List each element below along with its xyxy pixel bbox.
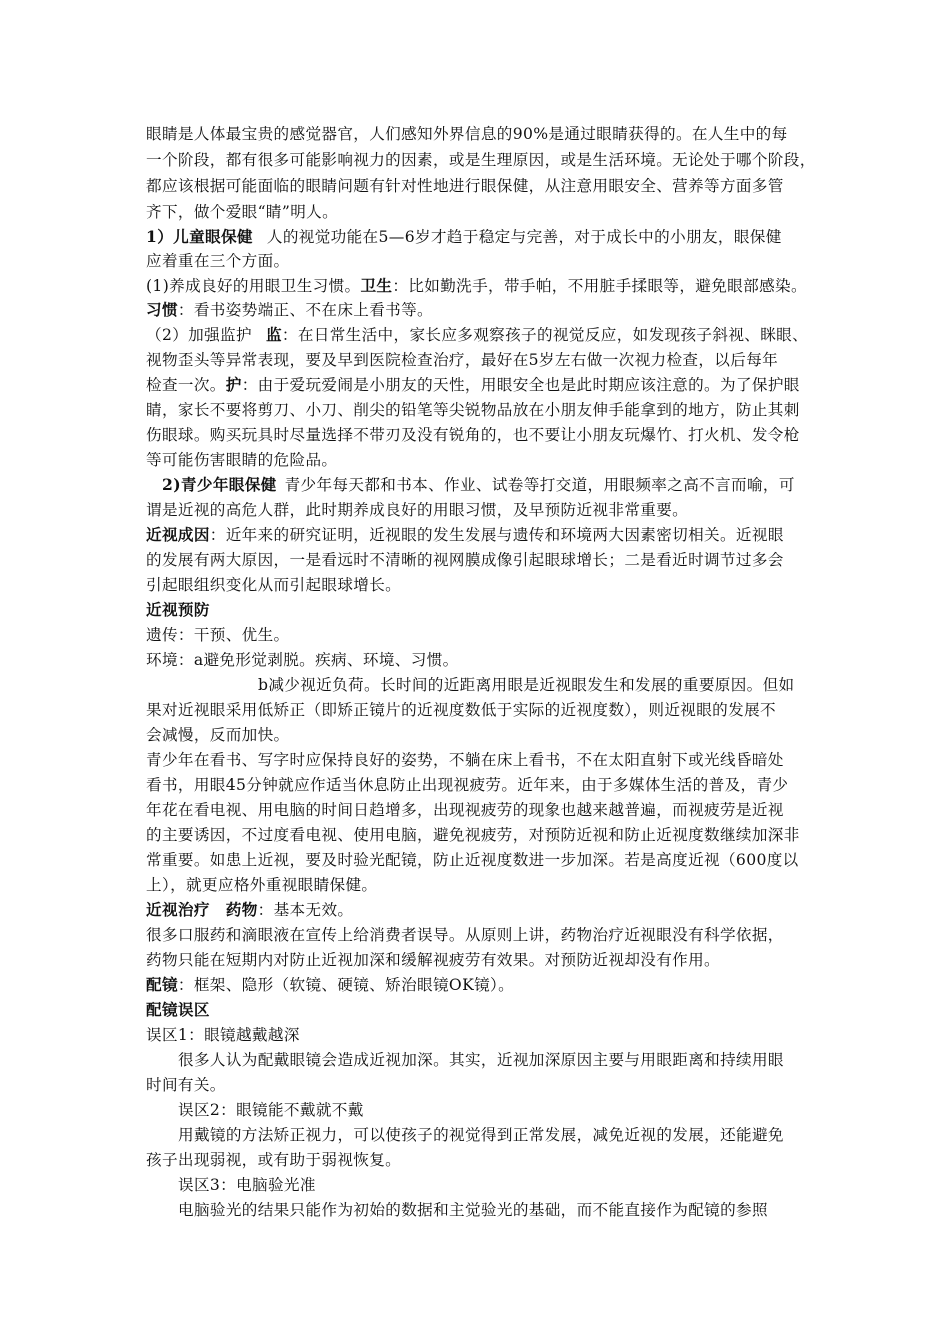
- protect-label: 护: [225, 375, 242, 394]
- section-2-intro: 青少年每天都和书本、作业、试卷等打交道，用眼频率之高不言而喻，可: [284, 476, 795, 494]
- treatment-heading: 近视治疗: [146, 900, 210, 919]
- teen-line-4: 的主要诱因，不过度看电视、使用电脑，避免视疲劳，对预防近视和防止近视度数继续加深非: [146, 826, 800, 844]
- intro-line-3: 都应该根据可能面临的眼睛问题有针对性地进行眼保健，从注意用眼安全、营养等方面多管: [146, 177, 784, 195]
- myth-3-line-1: 电脑验光的结果只能作为初始的数据和主觉验光的基础，而不能直接作为配镜的参照: [178, 1201, 768, 1219]
- glasses-label: 配镜: [146, 975, 178, 994]
- myth-1-line-2: 时间有关。: [146, 1076, 226, 1094]
- drug-text: ：基本无效。: [257, 901, 354, 919]
- cause-line-1: [146, 524, 784, 546]
- teen-line-2: 看书，用眼45分钟就应作适当休息防止出现视疲劳。近年来，由于多媒体生活的普及，青少: [146, 776, 789, 794]
- myth-2-line-1: 用戴镜的方法矫正视力，可以使孩子的视觉得到正常发展，减免近视的发展，还能避免: [178, 1126, 784, 1144]
- cause-label: 近视成因: [146, 525, 210, 544]
- section-1-line-2: 应着重在三个方面。: [146, 252, 290, 270]
- monitor-line-4: 睛，家长不要将剪刀、小刀、削尖的铅笔等尖锐物品放在小朋友伸手能拿到的地方，防止其刺: [146, 401, 800, 419]
- myth-1-title: 误区1：眼镜越戴越深: [146, 1026, 300, 1044]
- cause-line-3: 引起眼组织变化从而引起眼球增长。: [146, 576, 402, 594]
- environment-b-line: b减少视近负荷。长时间的近距离用眼是近视眼发生和发展的重要原因。但如: [258, 676, 795, 694]
- monitor-label: 监: [265, 325, 282, 344]
- hygiene-text: ：比如勤洗手，带手帕，不用脏手揉眼等，避免眼部感染。: [392, 277, 807, 295]
- monitor-line-3b: ：由于爱玩爱闹是小朋友的天性，用眼安全也是此时期应该注意的。为了保护眼: [241, 376, 800, 394]
- myth-1-line-1: 很多人认为配戴眼镜会造成近视加深。其实，近视加深原因主要与用眼距离和持续用眼: [178, 1051, 784, 1069]
- genetic-line: 遗传：干预、优生。: [146, 626, 290, 644]
- hygiene-line: [146, 275, 807, 297]
- teen-line-3: 年花在看电视、用电脑的时间日趋增多，出现视疲劳的现象也越来越普遍，而视疲劳是近视: [146, 801, 784, 819]
- monitor-text: ：在日常生活中，家长应多观察孩子的视觉反应，如发现孩子斜视、眯眼、: [281, 326, 809, 344]
- glasses-line: [146, 974, 514, 996]
- intro-line-4: 齐下，做个爱眼“睛”明人。: [146, 203, 339, 221]
- section-1-intro: 人的视觉功能在5—6岁才趋于稳定与完善，对于成长中的小朋友，眼保健: [266, 228, 782, 246]
- monitor-intro: （2）加强监护: [146, 326, 252, 344]
- teen-line-1: 青少年在看书、写字时应保持良好的姿势，不躺在床上看书，不在太阳直射下或光线昏暗处: [146, 751, 784, 769]
- glasses-text: ：框架、隐形（软镜、硬镜、矫治眼镜OK镜）。: [177, 976, 515, 994]
- monitor-line-2: 视物歪头等异常表现，要及早到医院检查治疗，最好在5岁左右做一次视力检查，以后每年: [146, 351, 779, 369]
- section-2-line-2: 谓是近视的高危人群，此时期养成良好的用眼习惯，及早预防近视非常重要。: [146, 501, 689, 519]
- prevention-heading: 近视预防: [146, 600, 210, 619]
- cause-text: ：近年来的研究证明，近视眼的发生发展与遗传和环境两大因素密切相关。近视眼: [209, 526, 784, 544]
- environment-b-line-2: 果对近视眼采用低矫正（即矫正镜片的近视度数低于实际的近视度数），则近视眼的发展不: [146, 701, 776, 719]
- myth-2-title: 误区2：眼镜能不戴就不戴: [178, 1101, 364, 1119]
- intro-line-1: 眼睛是人体最宝贵的感觉器官，人们感知外界信息的90%是通过眼睛获得的。在人生中的每: [146, 125, 788, 143]
- environment-b-line-3: 会减慢，反而加快。: [146, 726, 290, 744]
- myth-3-title: 误区3：电脑验光准: [178, 1176, 316, 1194]
- treatment-line: [146, 899, 353, 921]
- monitor-line-5: 伤眼球。购买玩具时尽量选择不带刃及没有锐角的，也不要让小朋友玩爆竹、打火机、发令枪: [146, 426, 800, 444]
- monitor-line-3: [146, 374, 800, 396]
- monitor-line-6: 等可能伤害眼睛的危险品。: [146, 451, 338, 469]
- environment-a-line: 环境：a避免形觉剥脱。疾病、环境、习惯。: [146, 651, 459, 669]
- habit-label: 习惯: [146, 300, 178, 319]
- myth-2-line-2: 孩子出现弱视，或有助于弱视恢复。: [146, 1151, 402, 1169]
- monitor-line-1: [146, 324, 808, 346]
- intro-line-2: 一个阶段，都有很多可能影响视力的因素，或是生理原因，或是生活环境。无论处于哪个阶段，: [146, 151, 816, 169]
- section-2-line-1: [162, 474, 795, 496]
- section-1-line-1: [146, 226, 782, 248]
- monitor-line-3a: 检查一次。: [146, 376, 226, 394]
- section-2-heading: 2)青少年眼保健: [162, 475, 277, 494]
- hygiene-intro: (1)养成良好的用眼卫生习惯。: [146, 277, 361, 295]
- myth-heading: 配镜误区: [146, 1000, 210, 1019]
- habit-line: [146, 299, 433, 321]
- hygiene-label: 卫生: [360, 276, 393, 295]
- section-1-heading: 1）儿童眼保健: [146, 227, 253, 246]
- teen-line-6: 上），就更应格外重视眼睛保健。: [146, 876, 378, 894]
- drug-line-2: 很多口服药和滴眼液在宣传上给消费者误导。从原则上讲，药物治疗近视眼没有科学依据，: [146, 926, 784, 944]
- habit-text: ：看书姿势端正、不在床上看书等。: [177, 301, 433, 319]
- teen-line-5: 常重要。如患上近视，要及时验光配镜，防止近视度数进一步加深。若是高度近视（600度以: [146, 851, 799, 869]
- cause-line-2: 的发展有两大原因，一是看远时不清晰的视网膜成像引起眼球增长；二是看近时调节过多会: [146, 551, 784, 569]
- drug-line-3: 药物只能在短期内对防止近视加深和缓解视疲劳有效果。对预防近视却没有作用。: [146, 951, 720, 969]
- drug-label: 药物: [225, 900, 258, 919]
